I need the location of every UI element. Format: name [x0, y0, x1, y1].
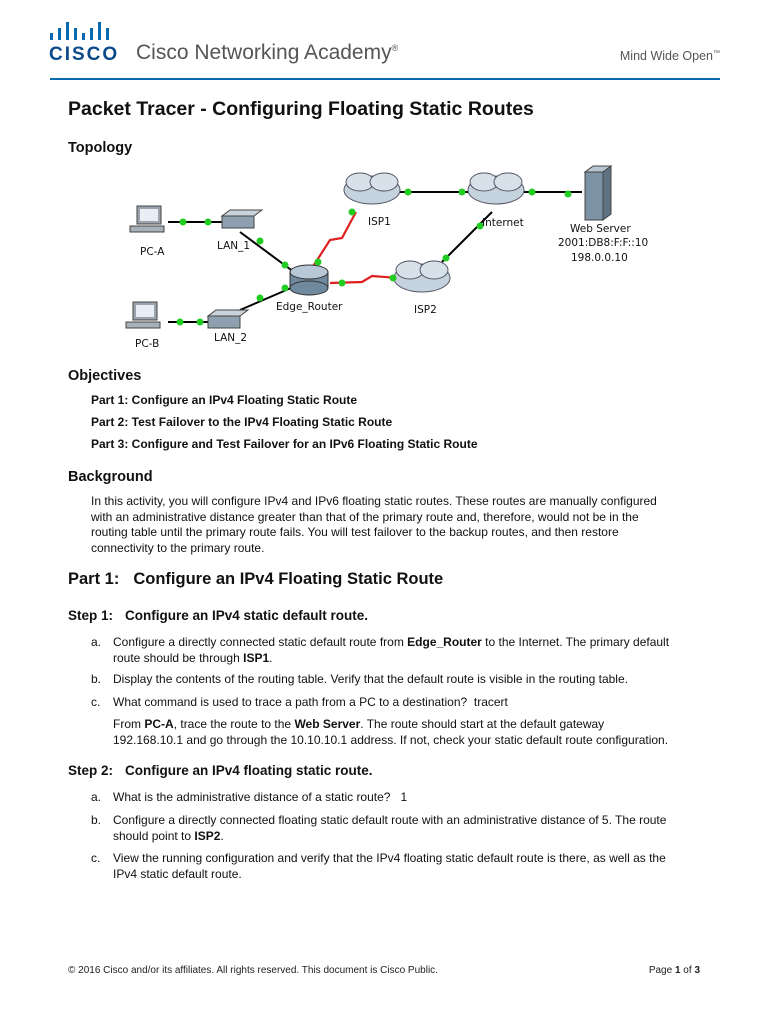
- step1-item-c: What command is used to trace a path from a PC to a destination? tracert: [113, 695, 508, 709]
- step2-item-a-letter: a.: [91, 790, 102, 804]
- page-title: Packet Tracer - Configuring Floating Static Routes: [68, 98, 534, 120]
- label-web-ipv4: 198.0.0.10: [571, 252, 628, 264]
- step1-item-a: Configure a directly connected static default route from Edge_Router to the Internet. The primary default route should be through ISP1.: [113, 635, 670, 665]
- step2-item-c-letter: c.: [91, 851, 101, 865]
- answer-admin-distance: 1: [400, 790, 408, 804]
- lan2-switch-icon: [208, 310, 248, 328]
- objectives-heading: Objectives: [68, 368, 142, 384]
- step2-item-a: What is the administrative distance of a static route? 1: [113, 790, 408, 804]
- step2-item-b-letter: b.: [91, 813, 102, 827]
- edge-router-icon: [290, 265, 328, 295]
- objective-item: Part 3: Configure and Test Failover for an IPv6 Floating Static Route: [91, 437, 478, 451]
- label-lan2: LAN_2: [214, 332, 248, 344]
- cisco-logo-word: CISCO: [49, 44, 120, 65]
- background-paragraph: In this activity, you will configure IPv4 and IPv6 floating static routes. These routes are manually configured with an administrative distance greater than that of the primary route and, therefore, would not be in the routing table until the primary route fails. You will test failover to the backup routes, and then restore connectivity to the primary route.: [91, 494, 657, 555]
- label-web-ipv6: 2001:DB8:F:F::10: [558, 237, 649, 249]
- internet-cloud-icon: [468, 173, 524, 204]
- tagline: Mind Wide Open™: [619, 49, 720, 63]
- pc-a-icon: [130, 206, 164, 232]
- label-web-server: Web Server: [570, 223, 631, 235]
- background-heading: Background: [68, 469, 153, 485]
- step2-heading: Step 2: Configure an IPv4 floating static route.: [68, 763, 373, 778]
- step2-item-c: View the running configuration and verify that the IPv4 floating static default route is there, as well as the IPv4 static default route.: [113, 851, 666, 881]
- label-isp2: ISP2: [414, 304, 437, 316]
- objective-item: Part 2: Test Failover to the IPv4 Floating Static Route: [91, 415, 393, 429]
- topology-diagram: [0, 0, 768, 370]
- step1-item-b: Display the contents of the routing table. Verify that the default route is visible in the routing table.: [113, 672, 628, 686]
- pc-b-icon: [126, 302, 160, 328]
- step2-item-b: Configure a directly connected floating static default route with an administrative distance of 5. The route should point to ISP2.: [113, 813, 667, 843]
- label-internet: Internet: [482, 217, 524, 229]
- link-status-dots: [177, 189, 572, 326]
- label-isp1: ISP1: [368, 216, 391, 228]
- footer-copyright: © 2016 Cisco and/or its affiliates. All rights reserved. This document is Cisco Public.: [68, 965, 438, 976]
- isp2-cloud-icon: [394, 261, 450, 292]
- web-server-icon: [585, 166, 611, 220]
- step1-heading: Step 1: Configure an IPv4 static default route.: [68, 608, 369, 623]
- answer-tracert: tracert: [473, 695, 508, 709]
- label-lan1: LAN_1: [217, 240, 251, 252]
- lan1-switch-icon: [222, 210, 262, 228]
- label-edge-router: Edge_Router: [276, 301, 343, 313]
- label-pc-a: PC-A: [140, 246, 165, 258]
- label-pc-b: PC-B: [135, 338, 160, 350]
- isp1-cloud-icon: [344, 173, 400, 204]
- part1-heading: Part 1: Configure an IPv4 Floating Static Route: [68, 570, 444, 588]
- topology-heading: Topology: [68, 140, 133, 156]
- step1-item-b-letter: b.: [91, 672, 102, 686]
- step1-item-c-letter: c.: [91, 695, 101, 709]
- footer-page-number: Page 1 of 3: [648, 965, 700, 976]
- objective-item: Part 1: Configure an IPv4 Floating Static Route: [91, 393, 358, 407]
- step1-item-c-detail: From PC-A, trace the route to the Web Server. The route should start at the default gateway 192.168.10.1 and go through the 10.10.10.1 address. If not, check your static default route configuration.: [113, 717, 669, 747]
- academy-name: Cisco Networking Academy®: [136, 41, 399, 64]
- step1-item-a-letter: a.: [91, 635, 102, 649]
